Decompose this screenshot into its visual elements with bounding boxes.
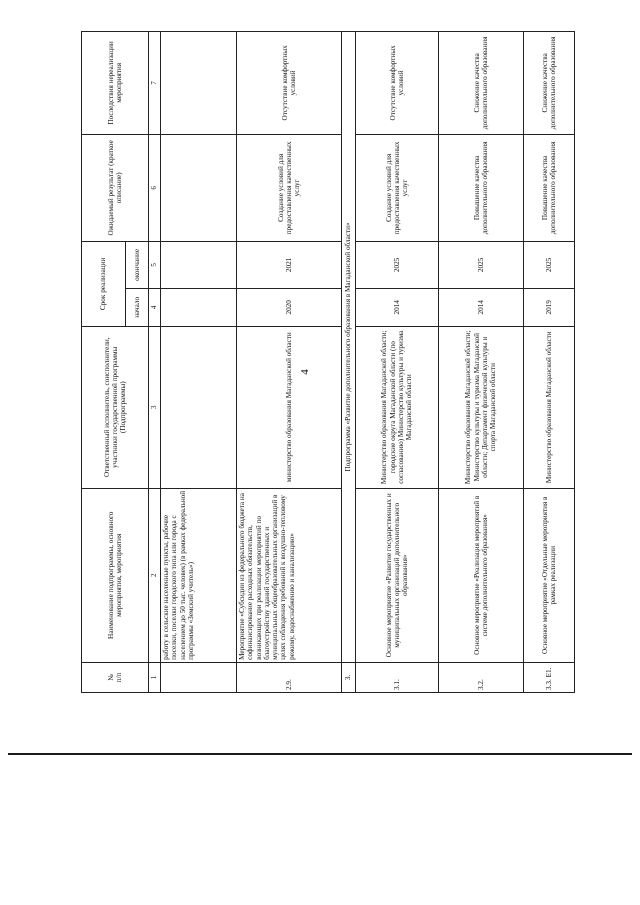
header-start: начало [126, 288, 149, 326]
cell-name: Мероприятие «Субсидии из федерального бюджета на софинансирование расходных обязательств, возникающих при реализации мероприятий по благоустройству зданий государственных и муниципальных общеобразовательных организаций в целях соблюдения требований к воздушно-тепловому режиму, водоснабжению и канализацию» [237, 488, 342, 662]
cell-executor: Министерство образования Магаданской области [524, 326, 575, 488]
rotated-table-wrapper [81, 31, 574, 693]
cell-consequence: Снижение качества дополнительного образования [524, 32, 575, 135]
cell-start [161, 288, 237, 326]
col-number: 4 [149, 288, 161, 326]
cell-end: 2025 [439, 241, 524, 288]
cell-executor: министерство образования Магаданской области [237, 326, 342, 488]
header-result: Ожидаемый результат (краткое описание) [82, 134, 149, 241]
page-number: 4 [298, 369, 311, 375]
header-name: Наименование подпрограммы, основного мероприятия, мероприятия [82, 488, 149, 662]
cell-consequence: Отсутствие комфортных условий [237, 32, 342, 135]
cell-executor: Министерство образования Магаданской области; городские округа Магаданской области (по согласованию) Министерство культуры и туризма Магаданской области [356, 326, 439, 488]
cell-name: работу в сельские населенные пункты, рабочие поселки, поселки городского типа или города с населением до 50 тыс. человек) (в рамках федеральной программы «Земский учитель») [161, 488, 237, 662]
cell-result: Повышение качества дополнительного образования [439, 134, 524, 241]
cell-consequence [161, 32, 237, 135]
header-num: № п/п [82, 662, 149, 692]
cell-result: Повышение качества дополнительного образования [524, 134, 575, 241]
col-number: 7 [149, 32, 161, 135]
cell-start: 2014 [439, 288, 524, 326]
cell-num: 3.3. Е1. [524, 662, 575, 692]
cell-num: 3. [342, 662, 356, 692]
cell-end: 2025 [524, 241, 575, 288]
header-consequence: Последствия нереализации мероприятия [82, 32, 149, 135]
activities-table [81, 31, 575, 693]
cell-end: 2025 [356, 241, 439, 288]
column-numbers-row [149, 32, 161, 693]
col-number: 1 [149, 662, 161, 692]
cell-name: Основное мероприятие «Развитие государственных и муниципальных организаций дополнительного образования» [356, 488, 439, 662]
table-row-continued [161, 32, 237, 693]
header-term: Срок реализации [82, 241, 126, 326]
subprogram-row-3 [342, 32, 356, 693]
cell-name: Основное мероприятие «Отдельные мероприятия в рамках реализации [524, 488, 575, 662]
cell-start: 2020 [237, 288, 342, 326]
cell-end [161, 241, 237, 288]
header-row-1 [82, 32, 126, 693]
col-number: 2 [149, 488, 161, 662]
cell-num: 3.1. [356, 662, 439, 692]
cell-result [161, 134, 237, 241]
scan-edge-line [8, 753, 632, 755]
cell-result: Создание условий для предоставления качественных услуг [356, 134, 439, 241]
cell-result: Создание условий для предоставления качественных услуг [237, 134, 342, 241]
table-row-3-3 [524, 32, 575, 693]
table-row-3-2 [439, 32, 524, 693]
cell-end: 2021 [237, 241, 342, 288]
cell-name: Основное мероприятие «Реализация мероприятий в системе дополнительного образования» [439, 488, 524, 662]
col-number: 5 [149, 241, 161, 288]
header-executor: Ответственный исполнитель, соисполнители, участники государственной программы (Подпрограммы) [82, 326, 149, 488]
cell-start: 2019 [524, 288, 575, 326]
cell-num: 2.9. [237, 662, 342, 692]
subprogram-title: Подпрограмма «Развитие дополнительного образования в Магаданской области» [342, 32, 356, 663]
cell-consequence: Отсутствие комфортных условий [356, 32, 439, 135]
table-row-3-1 [356, 32, 439, 693]
header-end: окончание [126, 241, 149, 288]
col-number: 3 [149, 326, 161, 488]
cell-num [161, 662, 237, 692]
col-number: 6 [149, 134, 161, 241]
cell-executor [161, 326, 237, 488]
cell-executor: Министерство образования Магаданской области; Министерство культуры и туризма Магаданской области; Департамент физической культуры и спорта Магаданской области [439, 326, 524, 488]
cell-num: 3.2. [439, 662, 524, 692]
cell-consequence: Снижение качества дополнительного образования [439, 32, 524, 135]
table-row-2-9 [237, 32, 342, 693]
cell-start: 2014 [356, 288, 439, 326]
